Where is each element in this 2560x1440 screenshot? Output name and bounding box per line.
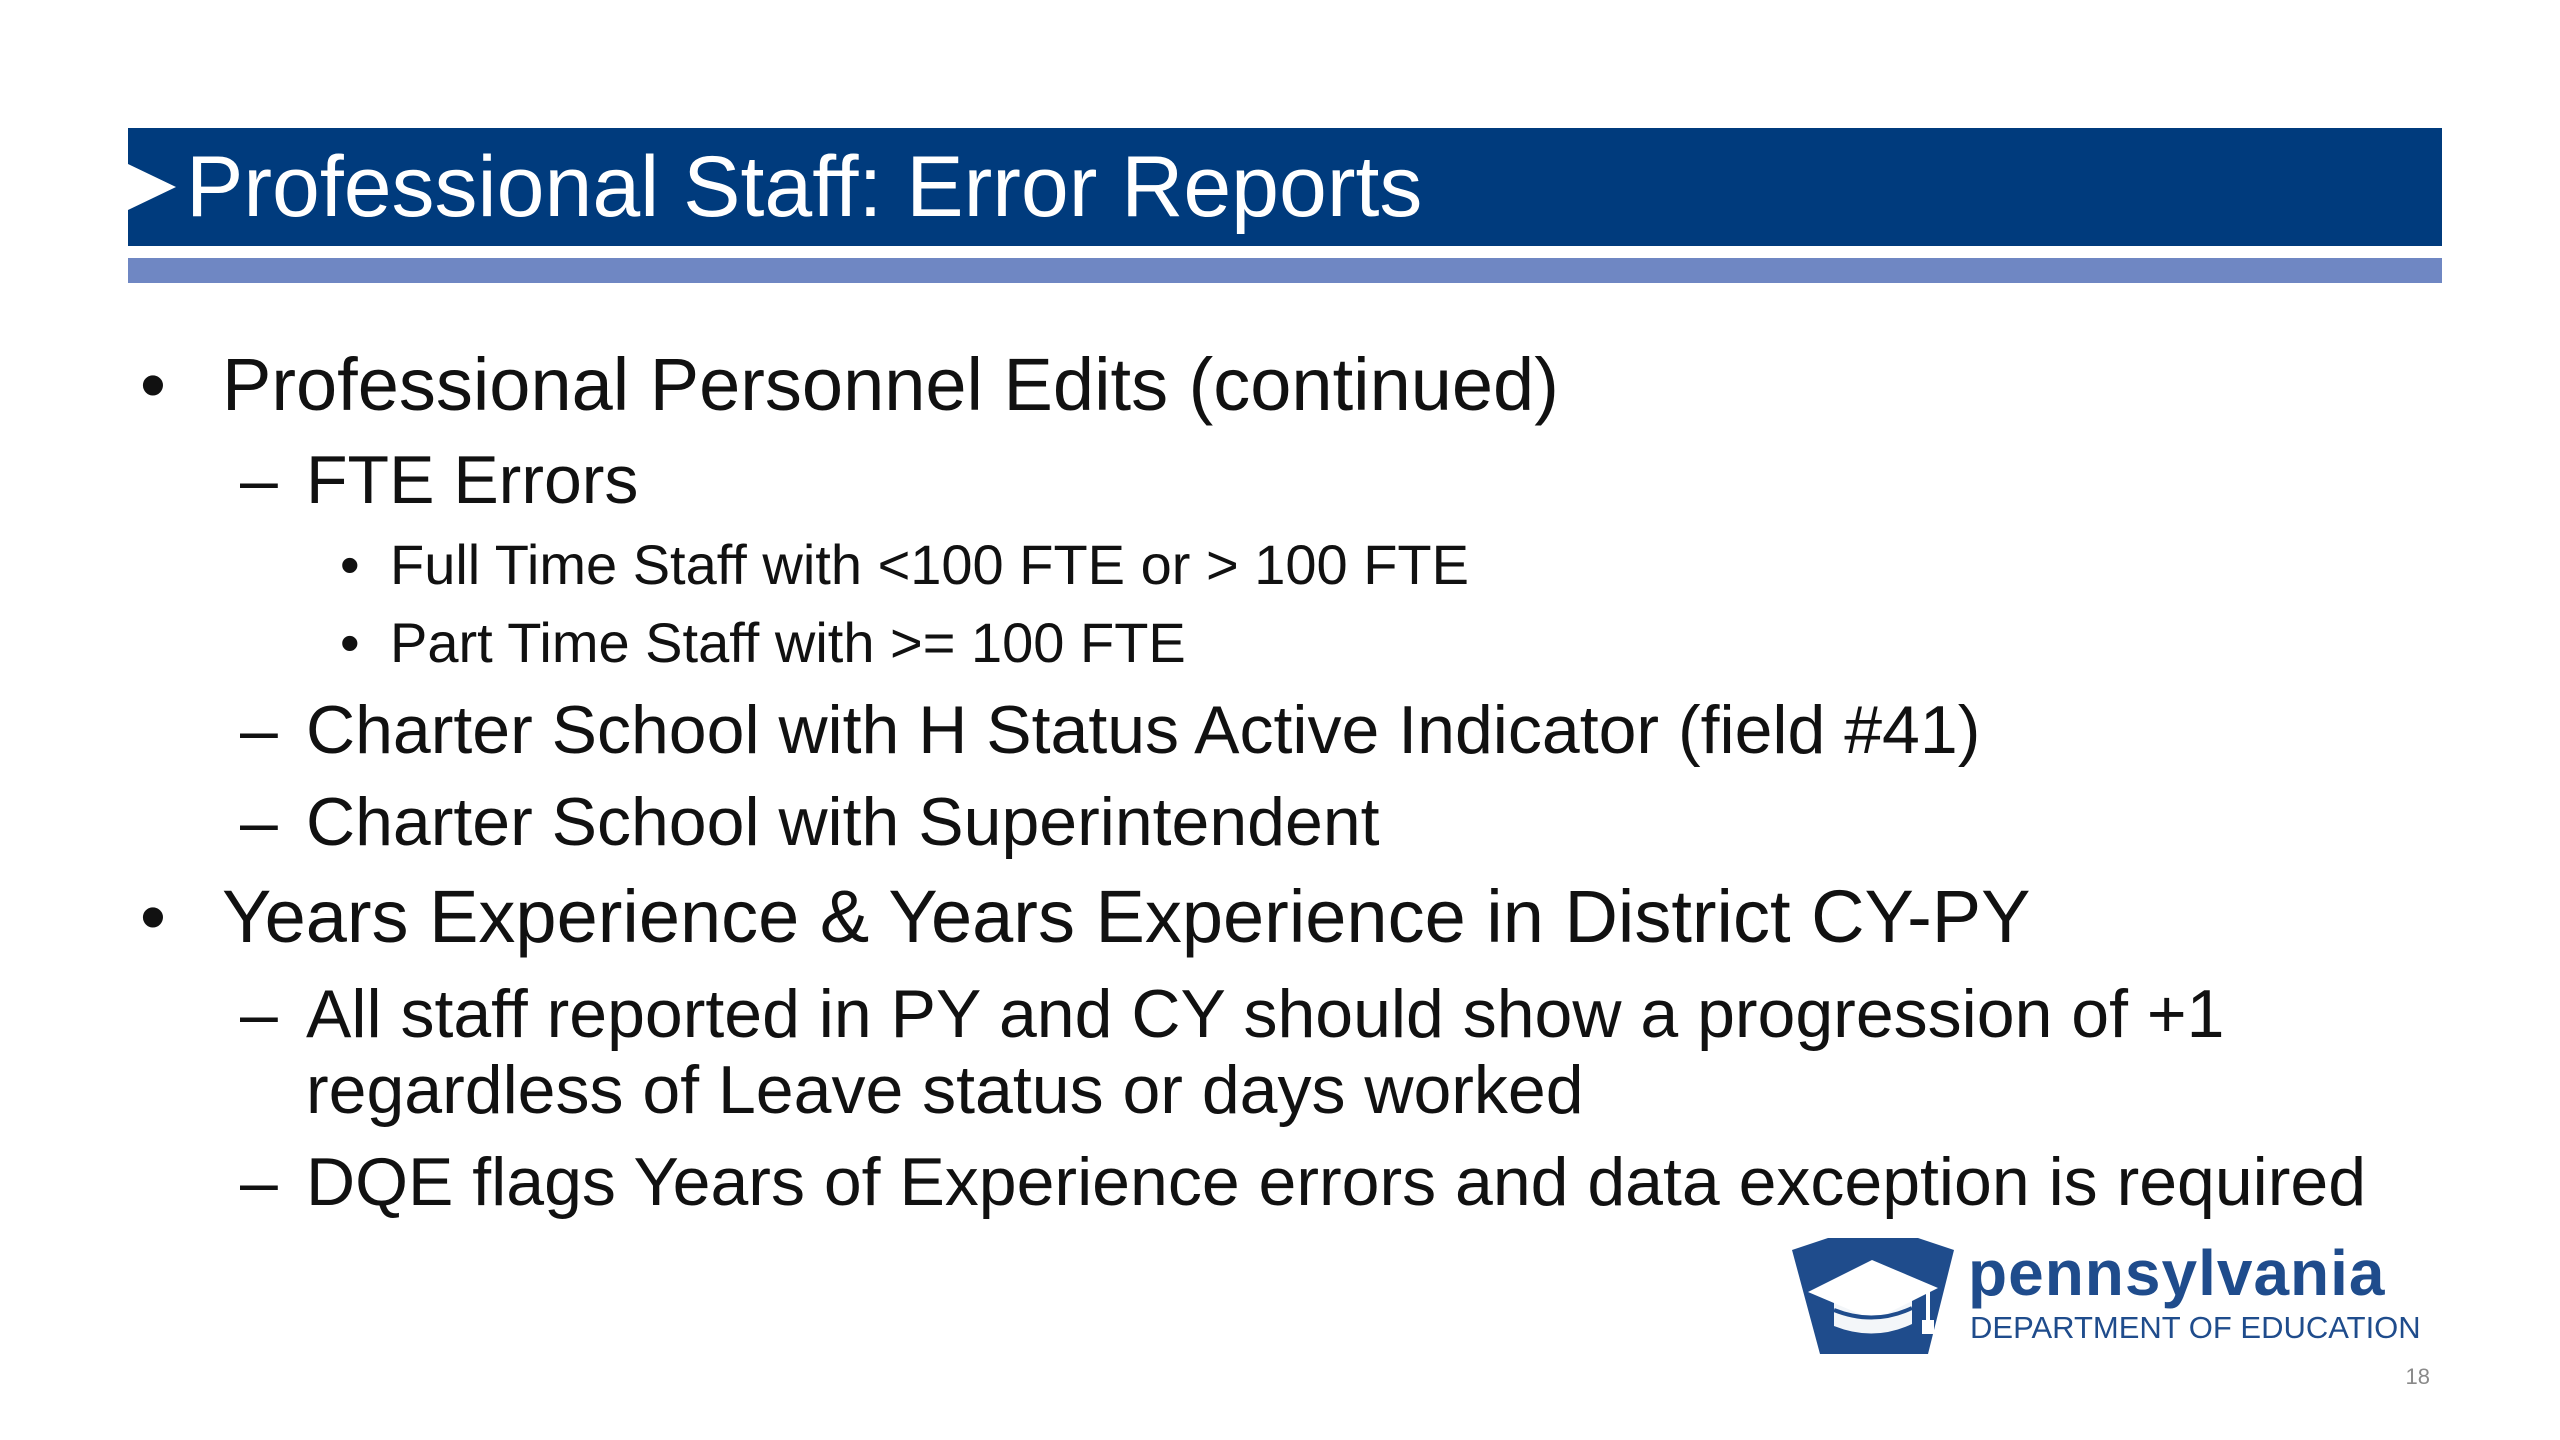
dash-marker: – — [240, 442, 278, 518]
sub-sub-bullet-text: Part Time Staff with >= 100 FTE — [390, 611, 1186, 674]
sub-bullet-text: DQE flags Years of Experience errors and data exception is required — [306, 1144, 2367, 1220]
dash-marker: – — [240, 784, 278, 860]
sub-bullet-text: Charter School with H Status Active Indicator (field #41) — [306, 692, 1981, 768]
dash-marker: – — [240, 692, 278, 768]
logo-department: DEPARTMENT OF EDUCATION — [1970, 1310, 2421, 1345]
slide-title: Professional Staff: Error Reports — [186, 139, 1423, 235]
bullet-marker: • — [140, 875, 166, 958]
sub-bullet-text: Charter School with Superintendent — [306, 784, 1380, 860]
pa-education-logo — [1788, 1236, 2448, 1356]
bullet-marker: • — [140, 343, 166, 426]
bullet-marker: • — [340, 533, 360, 596]
keystone-mortarboard-icon — [1788, 1236, 1958, 1356]
dash-marker: – — [240, 976, 278, 1052]
page-number: 18 — [2405, 1364, 2430, 1389]
sub-bullet-text: All staff reported in PY and CY should show a progression of +1 — [306, 976, 2225, 1052]
sub-sub-bullet-text: Full Time Staff with <100 FTE or > 100 FTE — [390, 533, 1469, 596]
bullet-marker: • — [340, 611, 360, 674]
bullet-text: Professional Personnel Edits (continued) — [222, 343, 1559, 426]
bullet-text: Years Experience & Years Experience in District CY-PY — [222, 875, 2031, 958]
sub-bullet-text: FTE Errors — [306, 442, 639, 518]
dash-marker: – — [240, 1144, 278, 1220]
logo-wordmark: pennsylvania — [1968, 1237, 2386, 1309]
sub-bullet-text: regardless of Leave status or days worked — [306, 1052, 1584, 1128]
